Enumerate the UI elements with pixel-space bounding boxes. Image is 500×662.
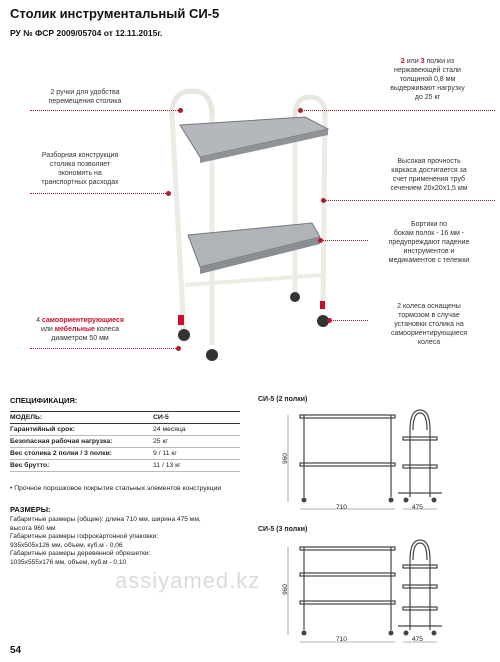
table-row: МОДЕЛЬ: СИ-5 (10, 412, 240, 424)
drawing-3-shelves (270, 535, 480, 650)
drawing-2-shelves (270, 405, 480, 515)
callout-dot (166, 191, 171, 196)
note-shelves: 2 или 3 полки из нержавеющей стали толщиной 0,8 мм выдерживают нагрузку до 25 кг (390, 58, 465, 101)
note-handles: 2 ручки для удобства перемещения столика (48, 89, 122, 105)
coating-note: • Прочное порошковое покрытие стальных элементов конструкции (10, 485, 222, 492)
drawing-3-width: 475 (412, 636, 423, 643)
drawing-3-height: 960 (281, 584, 289, 595)
callout-dot (178, 108, 183, 113)
drawing-2-caption: СИ-5 (2 полки) (258, 396, 308, 403)
callout-dot (327, 318, 332, 323)
page-number: 54 (10, 645, 22, 656)
drawing-3-length: 710 (336, 636, 347, 643)
table-row: Вес столика 2 полки / 3 полки: 9 / 11 кг (10, 448, 240, 460)
spec-heading: СПЕЦИФИКАЦИЯ: (10, 396, 78, 405)
callout-line (330, 320, 368, 321)
callout-line (30, 110, 180, 111)
drawing-2-width: 475 (412, 504, 423, 511)
note-wheels: 4 самоориентирующиеся или мебельные колеса диаметром 50 мм (36, 317, 124, 342)
table-row: Безопасная рабочая нагрузка: 25 кг (10, 436, 240, 448)
callout-dot (318, 238, 323, 243)
note-strength: Высокая прочность каркаса достигается за счет применения труб сечением 20х20х1,5 мм (390, 158, 468, 192)
callout-dot (176, 346, 181, 351)
drawing-2-height: 960 (281, 453, 289, 464)
note-collapsible: Разборная конструкция столика позволяет экономить на транспортных расходах (41, 152, 119, 186)
watermark: assiyamed.kz (115, 568, 261, 593)
callout-line (30, 348, 178, 349)
callout-line (300, 110, 495, 111)
sizes-heading: РАЗМЕРЫ: (10, 505, 51, 514)
registration-number: РУ № ФСР 2009/05704 от 12.11.2015г. (10, 28, 163, 38)
callout-line (323, 200, 495, 201)
callout-dot (321, 198, 326, 203)
sizes-text: Габаритные размеры (общие): длина 710 мм, ширина 475 мм, высота 960 мм Габаритные размеры гофрокартонной упаковки: 935х505х126 мм, объем, куб.м - 0,06 Габаритные размеры деревянной обрешетки: 1035х555х176 мм, объем, куб.м - 0,10 (10, 516, 201, 566)
note-brakes: 2 колеса оснащены тормозом в случае установки столика на самоориентирующиеся колеса (390, 303, 468, 346)
table-row: Вес брутто: 11 / 13 кг (10, 460, 240, 472)
callout-dot (298, 108, 303, 113)
page-title: Столик инструментальный СИ-5 (10, 6, 220, 21)
callout-line (320, 240, 368, 241)
drawing-2-length: 710 (336, 504, 347, 511)
drawing-3-caption: СИ-5 (3 полки) (258, 526, 308, 533)
spec-table (10, 411, 240, 472)
trolley-illustration (140, 85, 350, 370)
callout-line (30, 193, 168, 194)
table-row: Гарантийный срок: 24 месяца (10, 424, 240, 436)
note-rims: Бортики по бокам полок - 16 мм - предупреждают падение инструментов и медикаментов с тележки (388, 221, 470, 264)
